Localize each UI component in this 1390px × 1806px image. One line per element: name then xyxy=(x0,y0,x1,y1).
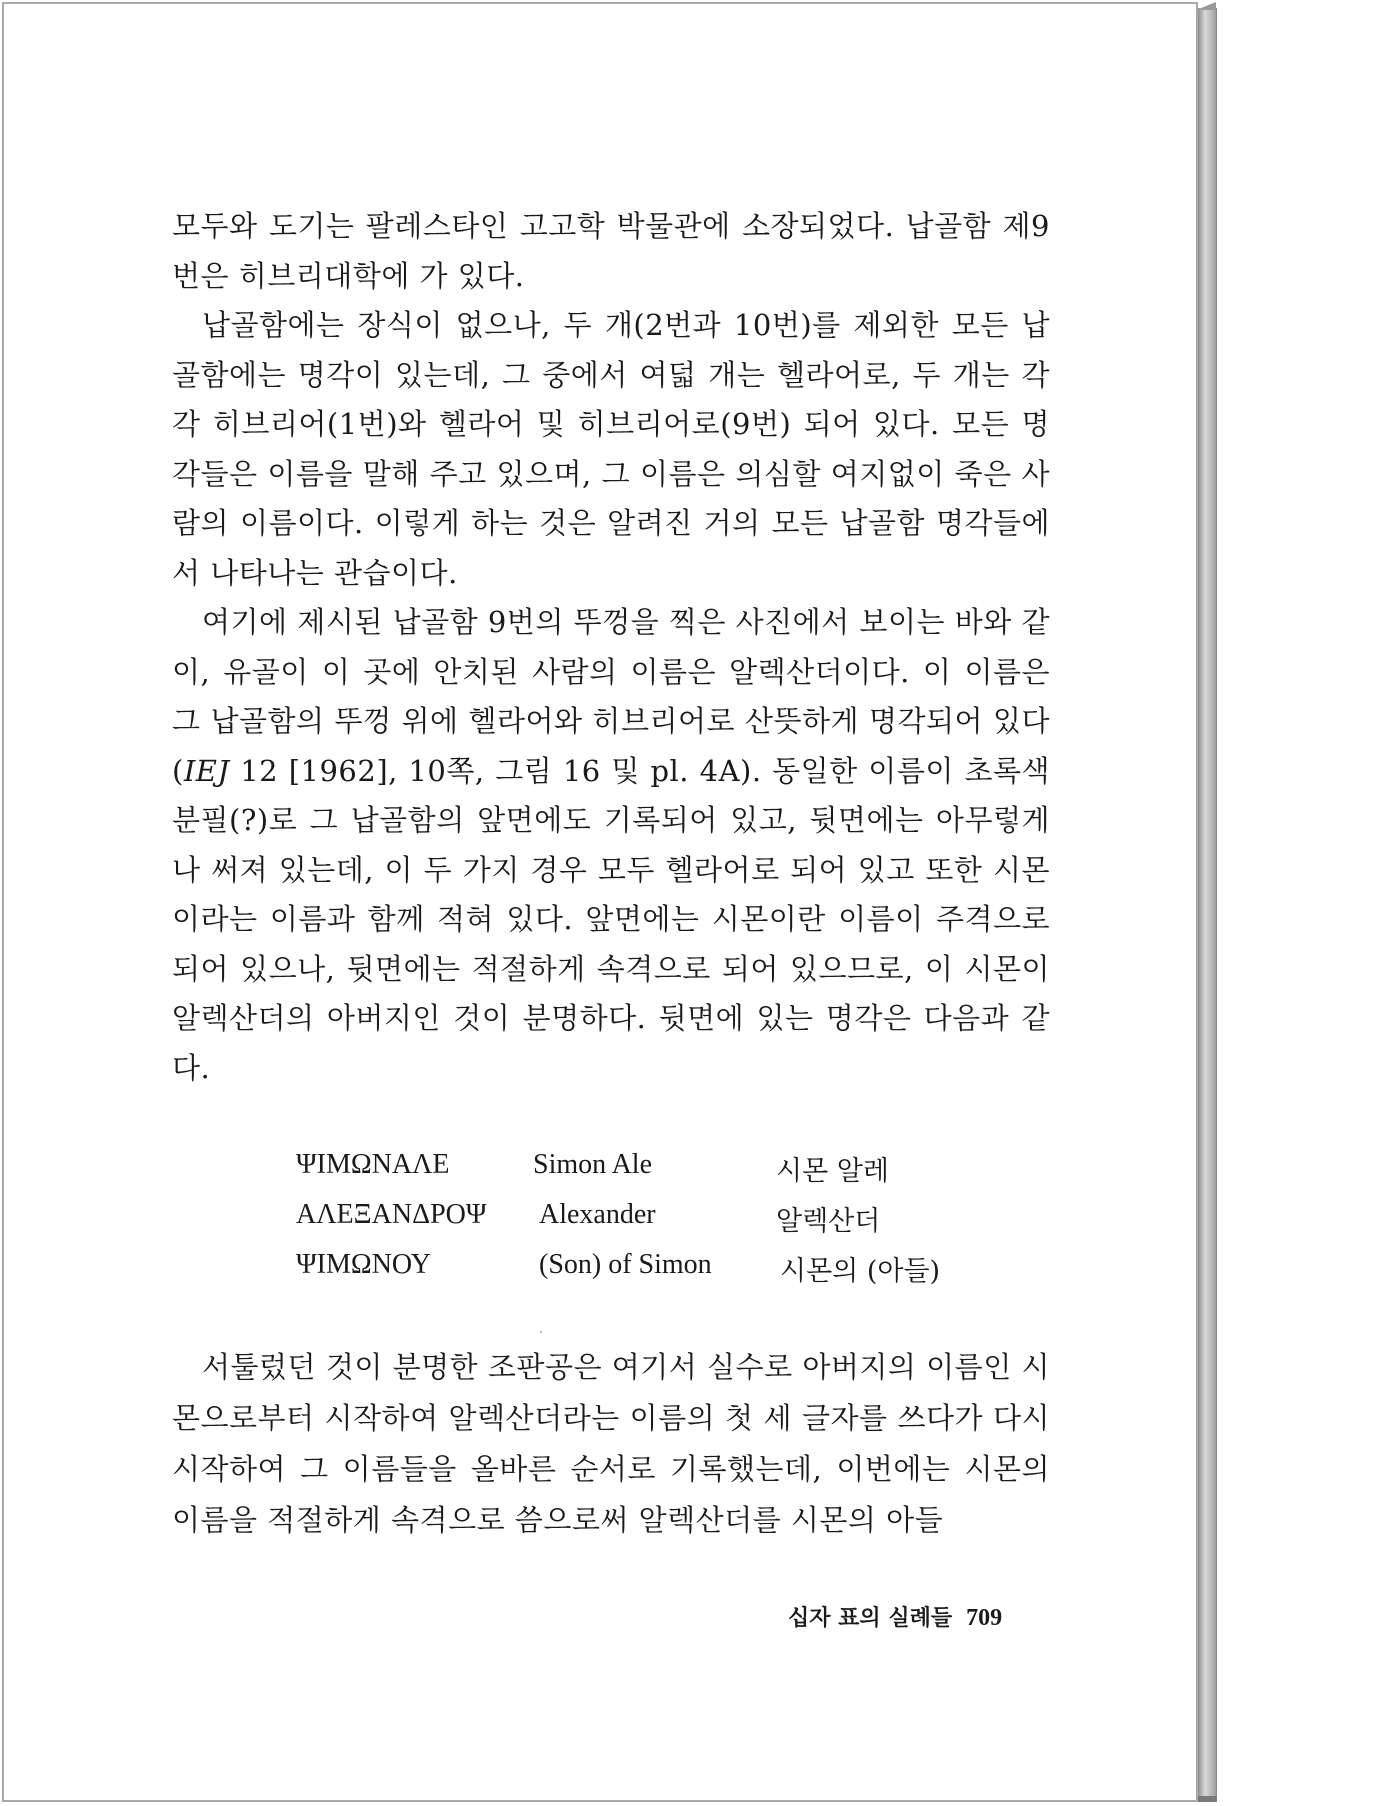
running-footer xyxy=(788,1601,1002,1632)
paragraph-3 xyxy=(172,598,1050,1093)
page-number: 709 xyxy=(966,1605,1003,1631)
korean-text: 알렉산더 xyxy=(776,1206,881,1237)
paragraph-3-text-a: 여기에 제시된 납골함 9번의 뚜껑을 찍은 사진에서 보이는 바와 같이, 유골이 이 곳에 안치된 사람의 이름은 알렉산더이다. 이 이름은 그 납골함의 뚜껑 위에 헬라어와 히브리어로 산뜻하게 명각되어 있다( xyxy=(172,605,1050,788)
english-text: Simon Ale xyxy=(533,1149,653,1180)
page-stack-edge xyxy=(1198,8,1217,1800)
english-text: (Son) of Simon xyxy=(539,1249,712,1280)
inscription-table xyxy=(296,1149,996,1299)
paragraph-4: 서툴렀던 것이 분명한 조판공은 여기서 실수로 아버지의 이름인 시몬으로부터 시작하여 알렉산더라는 이름의 첫 세 글자를 쓰다가 다시 시작하여 그 이름들을 올바른 순서로 기록했는데, 이번에는 시몬의 이름을 적절하게 속격으로 씀으로써 알렉산더를 시몬의 아들 xyxy=(172,1350,1050,1537)
english-text: Alexander xyxy=(539,1199,656,1230)
greek-text: ΨΙΜΩΝΑΛΕ xyxy=(296,1149,450,1180)
paragraph-1: 모두와 도기는 팔레스타인 고고학 박물관에 소장되었다. 납골함 제9번은 히브리대학에 가 있다. xyxy=(172,209,1050,293)
print-speck xyxy=(540,1331,542,1333)
running-title: 십자 표의 실례들 xyxy=(788,1606,953,1631)
greek-text: ΨΙΜΩΝΟΥ xyxy=(296,1249,431,1280)
paragraph-2: 납골함에는 장식이 없으나, 두 개(2번과 10번)를 제외한 모든 납골함에는 명각이 있는데, 그 중에서 여덟 개는 헬라어로, 두 개는 각각 히브리어(1번)와 헬라어 및 히브리어로(9번) 되어 있다. 모든 명각들은 이름을 말해 주고 있으며, 그 이름은 의심할 여지없이 죽은 사람의 이름이다. 이렇게 하는 것은 알려진 거의 모든 납골함 명각들에서 나타나는 관습이다. xyxy=(172,308,1050,590)
book-page xyxy=(2,2,1198,1802)
journal-abbreviation: IEJ xyxy=(183,753,230,788)
main-text-block xyxy=(172,202,1050,1093)
page-stack-bottom xyxy=(1198,1796,1217,1802)
korean-text: 시몬 알레 xyxy=(776,1156,889,1187)
inscription-row xyxy=(296,1149,996,1199)
continuation-text-block xyxy=(172,1342,1050,1546)
korean-text: 시몬의 (아들) xyxy=(780,1256,941,1287)
paragraph-3-text-b: 12 [1962], 10쪽, 그림 16 및 pl. 4A). 동일한 이름이 초록색 분필(?)로 그 납골함의 앞면에도 기록되어 있고, 뒷면에는 아무렇게나 써져 있는데, 이 두 가지 경우 모두 헬라어로 되어 있고 또한 시몬이라는 이름과 함께 적혀 있다. 앞면에는 시몬이란 이름이 주격으로 되어 있으나, 뒷면에는 적절하게 속격으로 되어 있으므로, 이 시몬이 알렉산더의 아버지인 것이 분명하다. 뒷면에 있는 명각은 다음과 같다. xyxy=(172,753,1050,1085)
greek-text: ΑΛΕΞΑΝΔΡΟΨ xyxy=(296,1199,487,1230)
inscription-row xyxy=(296,1249,996,1299)
inscription-row xyxy=(296,1199,996,1249)
page-stack-corner xyxy=(1196,2,1216,10)
